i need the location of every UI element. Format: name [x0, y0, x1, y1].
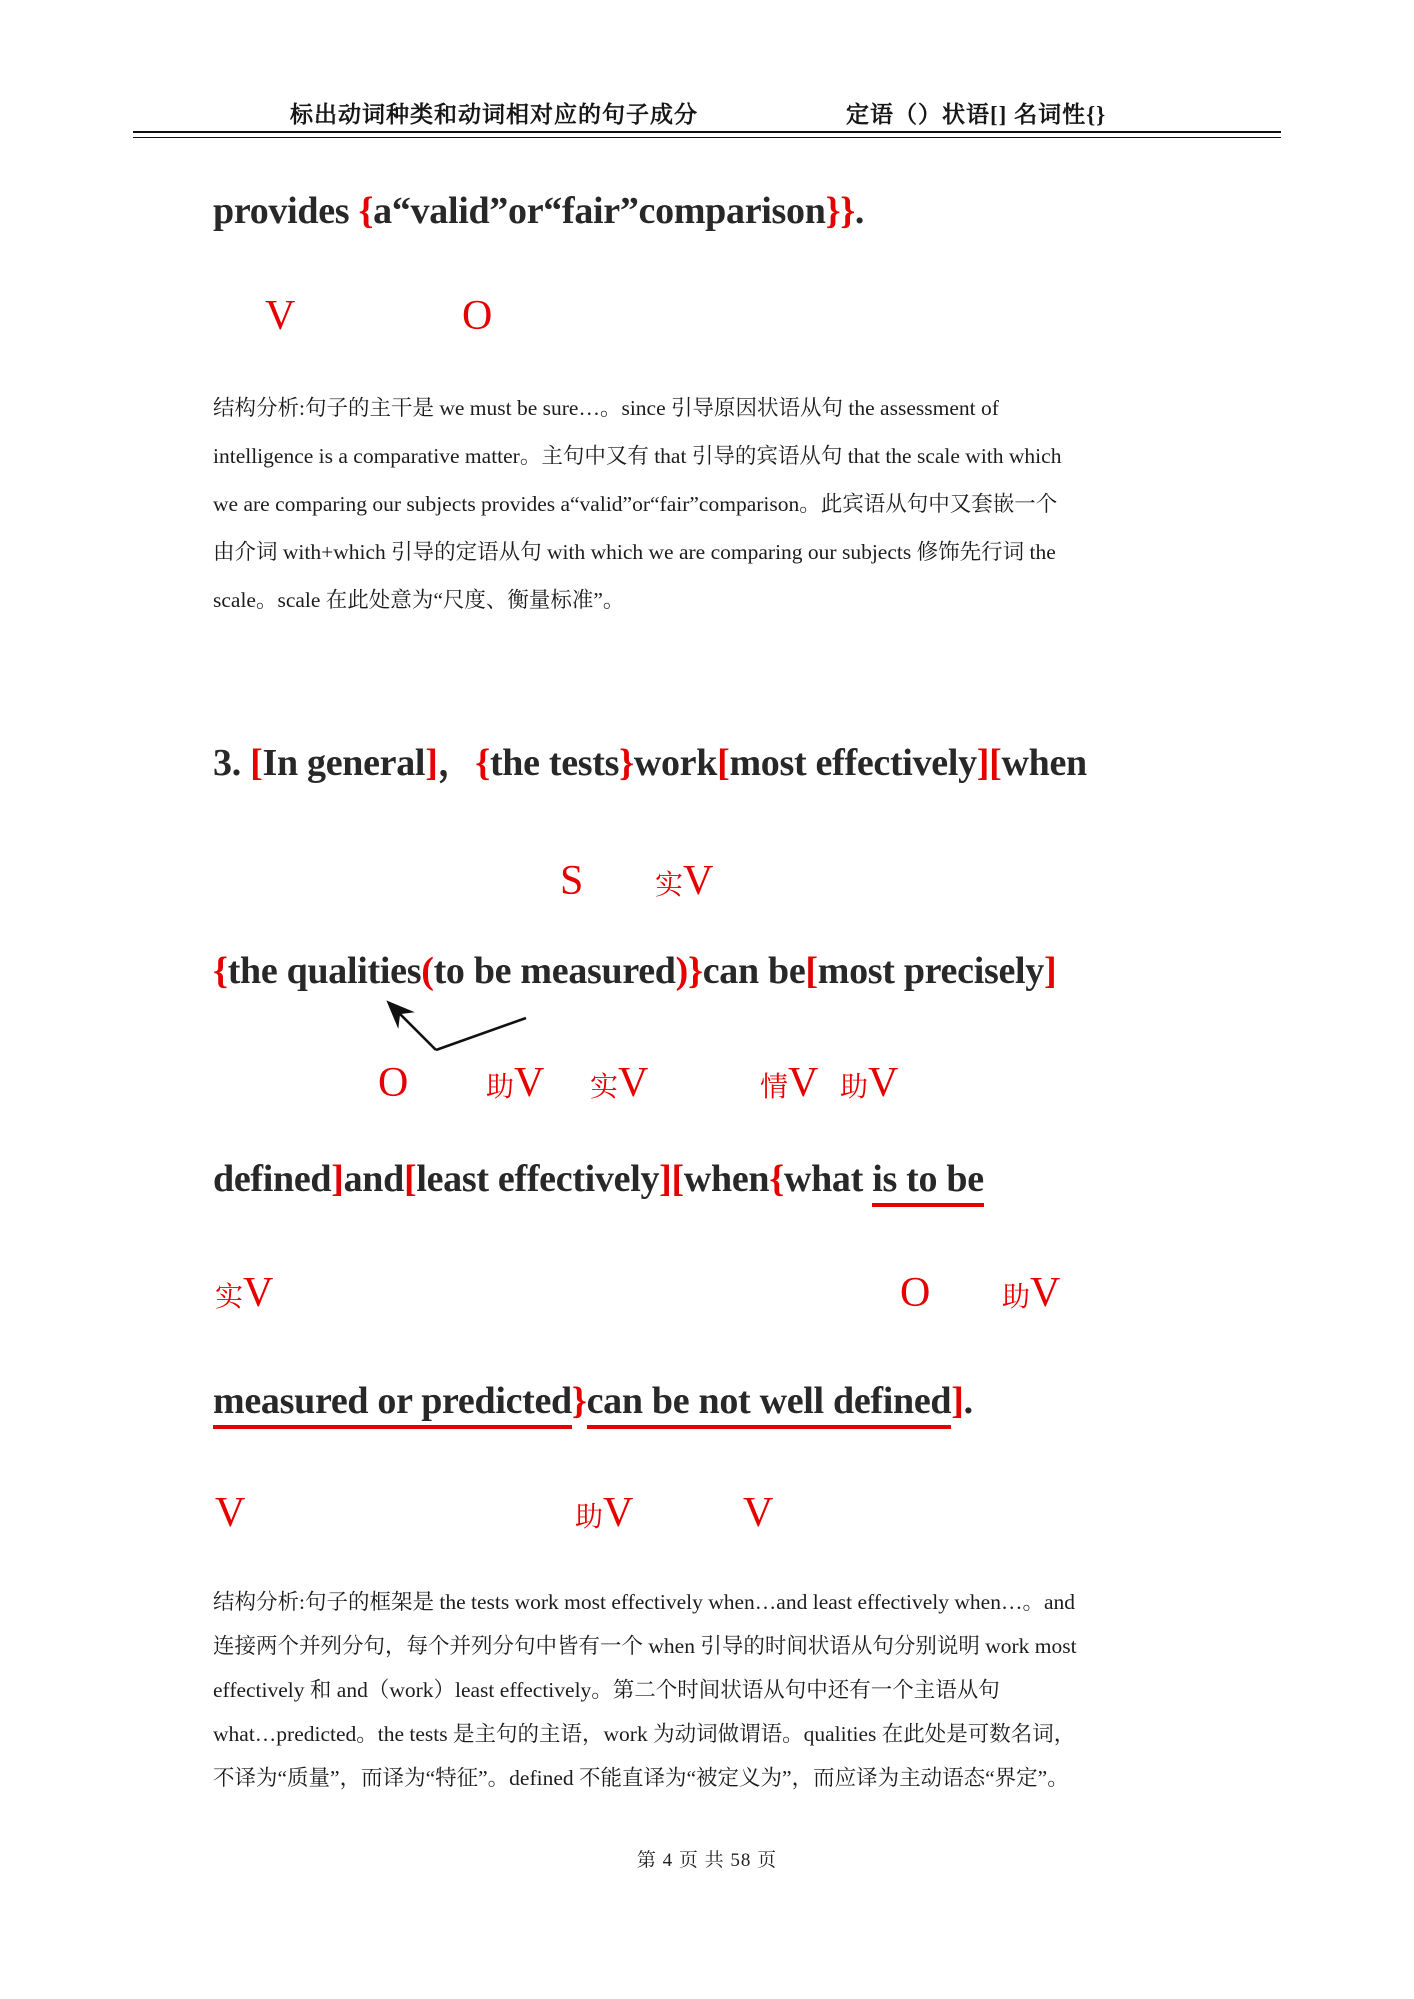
underlined-text: can be not well defined [587, 1380, 952, 1429]
grammar-label: 助V [840, 1060, 899, 1106]
bracket-mark: ] [331, 1158, 344, 1200]
bracket-mark: [ [671, 1158, 684, 1200]
bracket-mark: ( [421, 950, 434, 992]
bracket-mark: }} [825, 190, 855, 232]
header-instruction: 标出动词种类和动词相对应的句子成分 [290, 102, 698, 127]
grammar-label: 助V [575, 1490, 634, 1536]
grammar-label-cn-prefix: 助 [1002, 1282, 1031, 1313]
analysis-line: scale。scale 在此处意为“尺度、衡量标准”。 [213, 588, 625, 612]
bracket-mark: ] [1043, 950, 1057, 992]
sentence-text: the tests [489, 742, 620, 784]
bracket-mark: [ [989, 742, 1002, 784]
sentence-text: can be [702, 950, 806, 992]
sentence-text: work [633, 742, 718, 784]
grammar-label-cn-prefix: 实 [215, 1282, 244, 1313]
bracket-mark: ] [976, 742, 990, 784]
grammar-label: V [265, 293, 296, 339]
analysis-paragraph-2 [213, 1580, 1273, 1800]
sentence-text: . [854, 190, 865, 232]
bracket-mark: ] [425, 742, 438, 784]
bracket-mark: { [358, 190, 374, 232]
bracket-mark: [ [805, 950, 818, 992]
bracket-mark: ] [951, 1380, 964, 1422]
bracket-mark: } [688, 950, 703, 992]
grammar-label: 实V [655, 858, 714, 904]
bracket-mark: [ [717, 742, 730, 784]
sentence-text: most effectively [729, 742, 977, 784]
underlined-text: is to be [872, 1158, 984, 1207]
sentence-text: the qualities [227, 950, 422, 992]
analysis-line: intelligence is a comparative matter。主句中又有 that 引导的宾语从句 that the scale with which [213, 444, 1062, 468]
page-number: 第 4 页 共 58 页 [636, 1850, 778, 1871]
grammar-label-cn-prefix: 情 [760, 1072, 789, 1103]
sentence-line-3-measured [213, 1378, 973, 1426]
analysis-line: what…predicted。the tests 是主句的主语，work 为动词做谓语。qualities 在此处是可数名词， [213, 1722, 1076, 1746]
analysis-line: 结构分析:句子的主干是 we must be sure…。since 引导原因状语从句 the assessment of [213, 396, 999, 420]
grammar-label-cn-prefix: 助 [575, 1502, 604, 1533]
grammar-label-row-4 [0, 1270, 1414, 1322]
sentence-text: ， [437, 742, 476, 784]
analysis-line: 结构分析:句子的框架是 the tests work most effectively when…and least effectively when…。and [213, 1590, 1076, 1614]
sentence-text: most precisely [817, 950, 1044, 992]
sentence-line-3-qualities [213, 948, 1056, 996]
sentence-text: and [343, 1158, 404, 1200]
sentence-line-3-head [213, 740, 1087, 788]
sentence-text: when [1001, 742, 1087, 784]
sentence-line-provides [213, 188, 864, 236]
bracket-mark: { [475, 742, 490, 784]
bracket-mark: } [571, 1380, 587, 1422]
sentence-text: what [783, 1158, 873, 1200]
bracket-mark: { [769, 1158, 784, 1200]
sentence-text: . [963, 1380, 973, 1422]
header-rule-thin [133, 137, 1281, 138]
header-rule-thick [133, 131, 1281, 133]
header-legend: 定语（）状语[] 名词性{} [846, 102, 1107, 127]
analysis-paragraph-1 [213, 384, 1273, 624]
grammar-label: O [378, 1060, 409, 1106]
bracket-mark: } [619, 742, 634, 784]
grammar-label-cn-prefix: 实 [655, 870, 684, 901]
grammar-label-cn-prefix: 助 [840, 1072, 869, 1103]
grammar-label: O [900, 1270, 931, 1316]
grammar-label-row-2 [0, 858, 1414, 910]
sentence-line-3-defined [213, 1156, 984, 1204]
grammar-label: O [462, 293, 493, 339]
grammar-label: V [743, 1490, 774, 1536]
analysis-line: 由介词 with+which 引导的定语从句 with which we are comparing our subjects 修饰先行词 the [213, 540, 1056, 564]
bracket-mark: [ [403, 1158, 417, 1200]
sentence-text: a“valid”or“fair”comparison [373, 190, 826, 232]
bracket-mark: ) [675, 950, 688, 992]
grammar-label: 实V [590, 1060, 649, 1106]
sentence-text: least effectively [416, 1158, 660, 1200]
grammar-label-cn-prefix: 助 [486, 1072, 515, 1103]
grammar-label: 助V [1002, 1270, 1061, 1316]
bracket-mark: ] [659, 1158, 672, 1200]
sentence-text: In general [262, 742, 426, 784]
sentence-text: defined [213, 1158, 332, 1200]
grammar-label-row-5 [0, 1490, 1414, 1542]
underlined-text: measured or predicted [213, 1380, 572, 1429]
grammar-label: V [215, 1490, 246, 1536]
grammar-label-cn-prefix: 实 [590, 1072, 619, 1103]
analysis-line: we are comparing our subjects provides a“valid”or“fair”comparison。此宾语从句中又套嵌一个 [213, 492, 1058, 516]
analysis-line: 连接两个并列分句，每个并列分句中皆有一个 when 引导的时间状语从句分别说明 work most [213, 1634, 1077, 1658]
grammar-label: S [560, 858, 584, 904]
bracket-mark: [ [250, 742, 263, 784]
sentence-text: to be measured [433, 950, 676, 992]
annotation-arrow-icon [368, 995, 540, 1059]
grammar-label: 情V [760, 1060, 819, 1106]
grammar-label-row-3 [0, 1060, 1414, 1112]
sentence-text: when [683, 1158, 770, 1200]
grammar-label: 实V [215, 1270, 274, 1316]
analysis-line: effectively 和 and（work）least effectively。第二个时间状语从句中还有一个主语从句 [213, 1678, 1000, 1702]
sentence-text: provides [213, 190, 359, 232]
grammar-label: 助V [486, 1060, 545, 1106]
bracket-mark: { [213, 950, 228, 992]
analysis-line: 不译为“质量”，而译为“特征”。defined 不能直译为“被定义为”，而应译为主动语态“界定”。 [213, 1766, 1069, 1790]
grammar-label-row-1 [0, 293, 1414, 345]
sentence-text: 3. [213, 742, 251, 784]
